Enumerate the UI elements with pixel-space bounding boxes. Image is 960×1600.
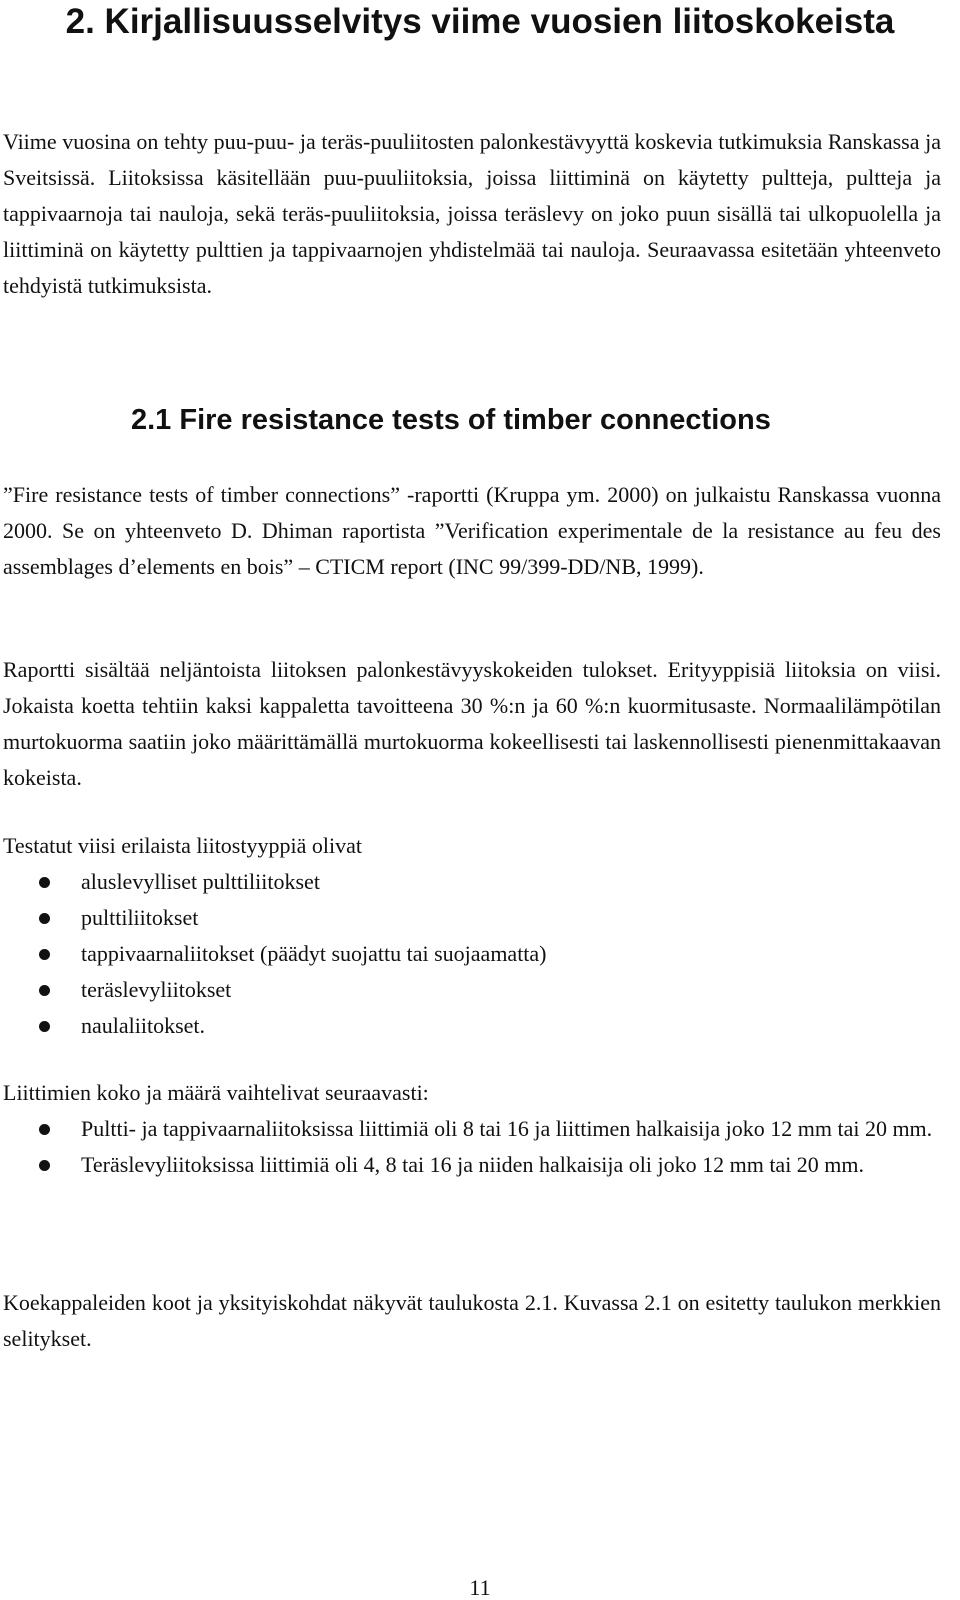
section-paragraph-2: Raportti sisältää neljäntoista liitoksen palonkestävyyskokeiden tulokset. Erityyppisiä liitoksia on viisi. Jokaista koetta tehtiin kaksi kappaletta tavoitteena 30 %:n ja 60 %:n kuormitusaste. Normaalilämpötilan murtokuorma saatiin joko määrittämällä murtokuorma kokeellisesti tai laskennollisesti pienenmittakaavan kokeista. [3, 657, 941, 790]
tested-types-list [0, 864, 940, 1044]
bullet-icon [39, 1160, 50, 1171]
bullet-icon [39, 1021, 50, 1032]
fasteners-list [0, 1111, 940, 1183]
chapter-title: 2. Kirjallisuusselvitys viime vuosien liitoskokeista [65, 2, 895, 41]
list-item [0, 1147, 940, 1183]
list-item-text: naulaliitokset. [81, 1013, 206, 1038]
tested-types-intro: Testatut viisi erilaista liitostyyppiä olivat [3, 833, 362, 858]
fasteners-intro: Liittimien koko ja määrä vaihtelivat seuraavasti: [3, 1080, 429, 1105]
list-item [0, 1111, 940, 1147]
list-item [0, 936, 940, 972]
section-paragraph-1: ”Fire resistance tests of timber connections” -raportti (Kruppa ym. 2000) on julkaistu Ranskassa vuonna 2000. Se on yhteenveto D. Dhiman raportista ”Verification experimentale de la resistance au feu des assemblages d’elements en bois” – CTICM report (INC 99/399-DD/NB, 1999). [3, 482, 941, 579]
list-item-text: aluslevylliset pulttiliitokset [81, 869, 320, 894]
section-title: 2.1 Fire resistance tests of timber connections [131, 404, 771, 436]
bullet-icon [39, 877, 50, 888]
page-number: 11 [469, 1575, 491, 1600]
list-item-text: tappivaarnaliitokset (päädyt suojattu tai suojaamatta) [81, 941, 547, 966]
intro-paragraph: Viime vuosina on tehty puu-puu- ja teräs-puuliitosten palonkestävyyttä koskevia tutkimuksia Ranskassa ja Sveitsissä. Liitoksissa käsitellään puu-puuliitoksia, joissa liittiminä on käytetty pultteja, pultteja ja tappivaarnoja tai nauloja, sekä teräs-puuliitoksia, joissa teräslevy on joko puun sisällä tai ulkopuolella ja liittiminä on käytetty pulttien ja tappivaarnojen yhdistelmää tai nauloja. Seuraavassa esitetään yhteenveto tehdyistä tutkimuksista. [3, 129, 941, 298]
list-item [0, 900, 940, 936]
bullet-icon [39, 949, 50, 960]
closing-paragraph: Koekappaleiden koot ja yksityiskohdat näkyvät taulukosta 2.1. Kuvassa 2.1 on esitetty taulukon merkkien selitykset. [3, 1290, 941, 1351]
list-item [0, 864, 940, 900]
bullet-icon [39, 913, 50, 924]
bullet-icon [39, 1124, 50, 1135]
bullet-icon [39, 985, 50, 996]
list-item-text: Teräslevyliitoksissa liittimiä oli 4, 8 tai 16 ja niiden halkaisija oli joko 12 mm tai 20 mm. [81, 1152, 865, 1177]
list-item [0, 1008, 940, 1044]
list-item [0, 972, 940, 1008]
list-item-text: Pultti- ja tappivaarnaliitoksissa liittimiä oli 8 tai 16 ja liittimen halkaisija joko 12 mm tai 20 mm. [81, 1116, 933, 1141]
list-item-text: teräslevyliitokset [81, 977, 232, 1002]
list-item-text: pulttiliitokset [81, 905, 199, 930]
